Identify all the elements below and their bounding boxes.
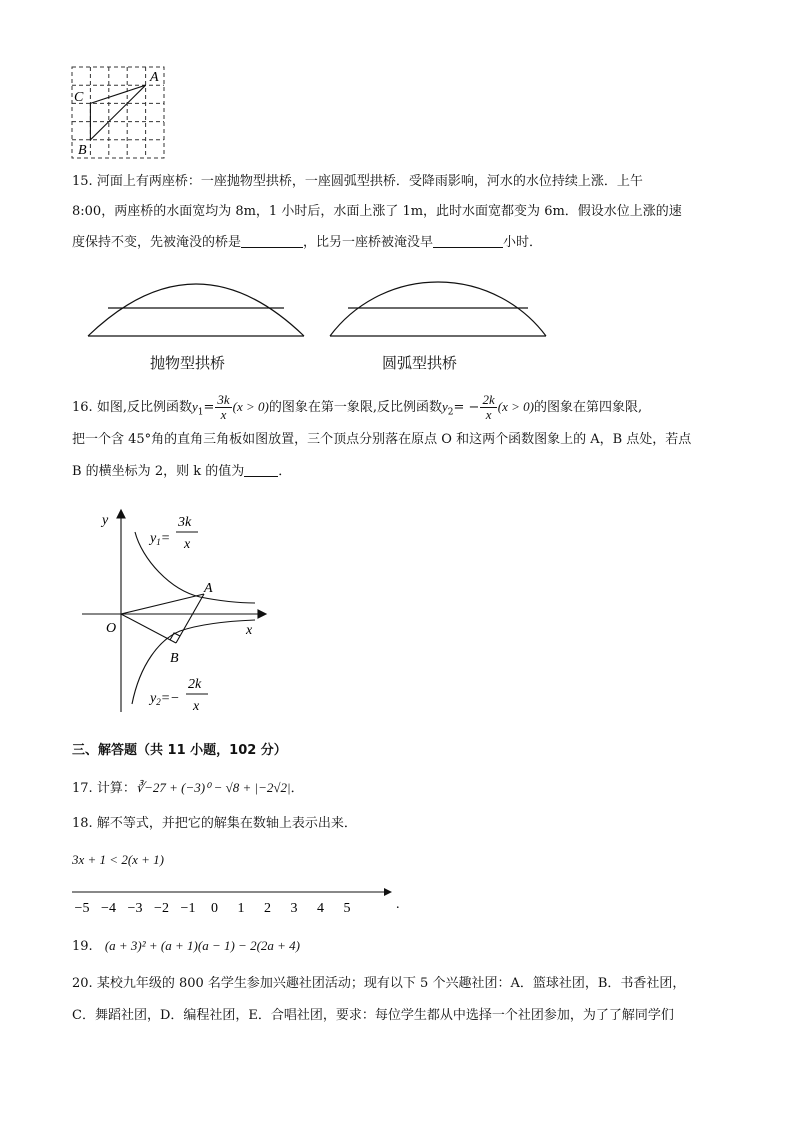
number-line-tick-7: 2: [264, 901, 271, 916]
q14-label-c: C: [74, 90, 84, 105]
q15-bridges-figure: [84, 264, 554, 344]
q16-number: 16.: [72, 400, 93, 415]
fig16-y2-lhs: $y_2=-$: [150, 691, 180, 707]
q15-text-3a: 度保持不变，先被淹没的桥是: [72, 235, 242, 250]
q16-text-2: 的图象在第一象限,反比例函数: [268, 400, 443, 415]
q16-graph-figure: [80, 504, 270, 719]
fig16-label-b: B: [170, 651, 179, 666]
number-line-tick-8: 3: [290, 901, 298, 916]
q15-answer-blank-2[interactable]: [433, 233, 503, 248]
q16-cond-2: (x > 0): [497, 399, 534, 414]
fig16-y2-den: x: [193, 699, 200, 714]
q18-number: 18.: [72, 816, 93, 831]
q20-text-1: 某校九年级的 800 名学生参加兴趣社团活动；现有以下 5 个兴趣社团：A．篮球社团，B．书香社团，: [96, 976, 686, 991]
q20-line1: [72, 974, 685, 994]
q16-fraction-1: [215, 393, 231, 422]
q14-label-a: A: [150, 70, 159, 85]
number-line-tick-0: −5: [74, 901, 90, 916]
segment-ob: [121, 614, 176, 643]
parabola-bridge-arch: [88, 284, 304, 336]
q16-text-5b: ．: [278, 464, 292, 479]
number-line-tick-5: 0: [211, 901, 218, 916]
q15-text-3c: 小时．: [503, 235, 543, 250]
q18-end-mark: .: [396, 897, 400, 912]
q16-fraction-2: [480, 393, 496, 422]
q15-line1: [72, 172, 643, 192]
q15-caption-parabola: 抛物型拱桥: [150, 354, 226, 372]
q15-text-1: 河面上有两座桥：一座抛物型拱桥，一座圆弧型拱桥．受降雨影响，河水的水位持续上涨．上午: [96, 174, 643, 189]
segment-ab: [176, 594, 204, 643]
q16-line3: [72, 462, 291, 482]
q16-fraction-2-den: x: [485, 407, 492, 422]
q18-text: 解不等式，并把它的解集在数轴上表示出来．: [96, 816, 357, 831]
q16-line1: [72, 392, 642, 428]
q16-y2: y: [442, 399, 448, 414]
q16-y1: y: [191, 399, 198, 414]
q16-text-1: 如图,反比例函数: [96, 400, 192, 415]
q15-answer-blank-1[interactable]: [241, 233, 303, 248]
q17-expression: ∛−27 + (−3)⁰ − √8 + |−2√2|: [135, 780, 291, 795]
q15-text-3b: ，比另一座桥被淹没早: [303, 235, 434, 250]
q18-number-line: [70, 878, 410, 918]
q20-number: 20.: [72, 976, 93, 991]
number-line-tick-10: 5: [343, 901, 351, 916]
number-line-arrow: [384, 888, 392, 896]
q17-line: [72, 778, 304, 799]
q16-y2-sub: 2: [447, 407, 454, 418]
fig16-label-x: x: [246, 623, 253, 638]
q16-answer-blank[interactable]: [244, 462, 278, 477]
q16-cond-1: (x > 0): [232, 399, 269, 414]
number-line-tick-9: 4: [317, 901, 324, 916]
q17-number: 17.: [72, 781, 93, 796]
q16-y1-sub: 1: [197, 407, 204, 418]
q16-fraction-2-num: 2k: [482, 392, 495, 407]
q15-text-2: 8:00，两座桥的水面宽均为 8m，1 小时后，水面上涨了 1m，此时水面宽都变为 6m．假设水位上涨的速: [72, 204, 682, 219]
q14-label-b: B: [78, 143, 87, 158]
q16-eq1: =: [203, 400, 215, 415]
number-line-ticks: [75, 901, 351, 916]
q20-text-2: C．舞蹈社团，D．编程社团，E．合唱社团，要求：每位学生都从中选择一个社团参加，为了了解同学们: [72, 1008, 674, 1023]
number-line-tick-2: −3: [127, 901, 143, 916]
q19-line: [72, 936, 300, 957]
q17-end: ．: [290, 781, 304, 796]
q16-line2: [72, 430, 691, 450]
fig16-y1-lhs: $y_1=$: [150, 531, 171, 547]
q19-number: 19.: [72, 939, 93, 954]
fig16-y1-den: x: [184, 537, 191, 552]
fig16-y2-num: 2k: [188, 677, 202, 692]
fig16-y1-num: 3k: [178, 515, 192, 530]
x-axis-arrow: [258, 610, 266, 618]
section3-heading: 三、解答题（共 11 小题，102 分）: [72, 743, 287, 758]
q19-expression: (a + 3)² + (a + 1)(a − 1) − 2(2a + 4): [104, 938, 300, 953]
q15-caption-arc: 圆弧型拱桥: [382, 354, 458, 372]
q16-text-3: 的图象在第四象限,: [533, 400, 643, 415]
q16-eq2: = −: [453, 400, 480, 415]
q16-text-4: 把一个含 45°角的直角三角板如图放置，三个顶点分别落在原点 O 和这两个函数图象上的 A，B 点处，若点: [72, 432, 692, 447]
q16-fraction-1-num: 3k: [217, 392, 230, 407]
q14-grid-figure: [70, 64, 170, 162]
number-line-tick-4: −1: [180, 901, 196, 916]
q16-fraction-1-den: x: [220, 407, 227, 422]
q16-text-5a: B 的横坐标为 2，则 k 的值为: [72, 464, 245, 479]
number-line-tick-1: −4: [101, 901, 116, 916]
y-axis-arrow: [117, 510, 125, 518]
arc-bridge-arch: [330, 282, 546, 336]
q17-text: 计算：: [96, 781, 136, 796]
segment-oa: [121, 594, 204, 614]
q15-line3: [72, 233, 542, 253]
q15-line2: [72, 202, 682, 222]
q18-inequality: 3x + 1 < 2(x + 1): [72, 852, 165, 867]
q20-line2: [72, 1006, 674, 1026]
fig16-label-o: O: [106, 621, 117, 636]
q15-number: 15.: [72, 174, 93, 189]
number-line-tick-6: 1: [237, 901, 245, 916]
fig16-label-a: A: [204, 581, 213, 596]
number-line-tick-3: −2: [154, 901, 169, 916]
fig16-label-y: y: [102, 513, 109, 528]
q18-line: [72, 814, 357, 834]
